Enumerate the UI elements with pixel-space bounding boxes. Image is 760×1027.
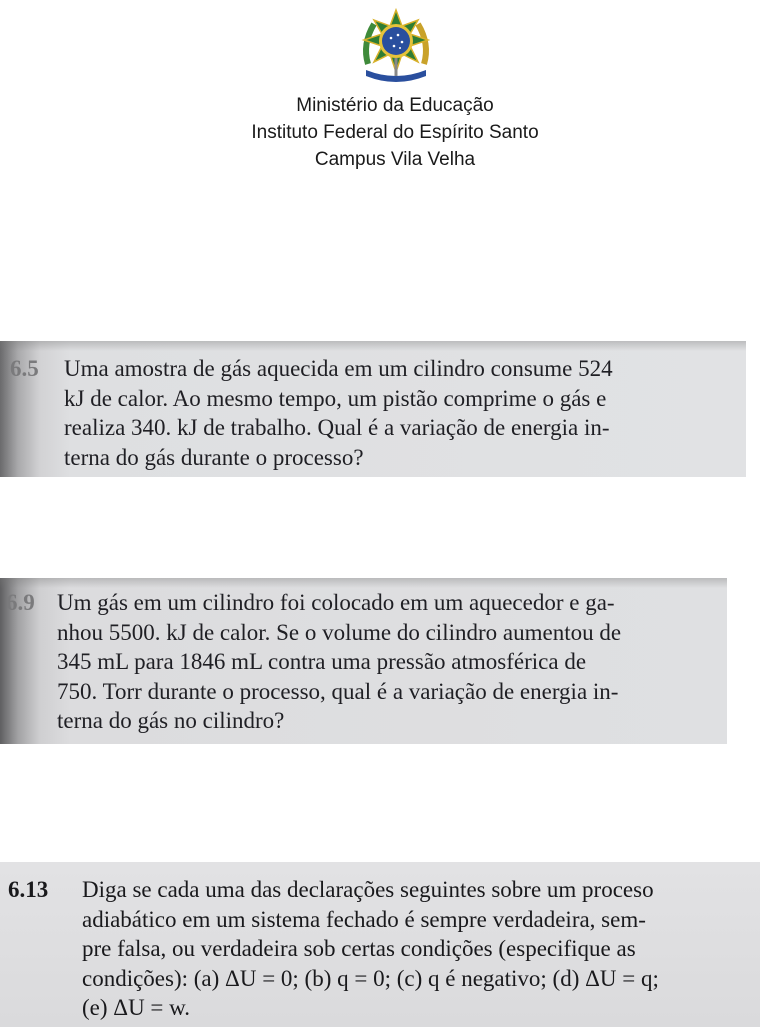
question-line: pre falsa, ou verdadeira sob certas condições (especifique as (82, 936, 636, 961)
question-line: 345 mL para 1846 mL contra uma pressão atmosférica de (57, 649, 587, 674)
question-scan-6-13 (0, 862, 760, 1027)
question-text (82, 875, 659, 1023)
question-line: terna do gás no cilindro? (57, 708, 285, 733)
question-number: 6.5 (10, 356, 39, 381)
question-scan-6-9 (0, 578, 727, 744)
question-line: condições): (a) ΔU = 0; (b) q = 0; (c) q é negativo; (d) ΔU = q; (82, 965, 659, 991)
question-line: Um gás em um cilindro foi colocado em um aquecedor e ga- (57, 590, 615, 615)
brazil-coat-of-arms-icon (358, 8, 434, 84)
question-line: terna do gás durante o processo? (64, 444, 364, 470)
question-text (57, 588, 621, 736)
question-text (64, 354, 613, 472)
campus-name: Campus Vila Velha (314, 149, 476, 170)
question-number: 6.13 (8, 877, 49, 902)
question-scan-6-5 (0, 341, 746, 477)
question-line: Uma amostra de gás aquecida em um cilindro consume 524 (64, 356, 613, 381)
scan-shadow (0, 341, 746, 351)
institution-lines (0, 92, 760, 173)
question-line: realiza 340. kJ de trabalho. Qual é a variação de energia in- (64, 415, 610, 440)
question-line: nhou 5500. kJ de calor. Se o volume do cilindro aumentou de (57, 619, 622, 645)
question-line: 750. Torr durante o processo, qual é a variação de energia in- (57, 678, 619, 704)
question-line: kJ de calor. Ao mesmo tempo, um pistão comprime o gás e (64, 385, 607, 411)
question-number: 6.9 (6, 590, 35, 615)
institute-name: Instituto Federal do Espírito Santo (251, 122, 539, 143)
ministry-name: Ministério da Educação (296, 95, 494, 116)
question-line: Diga se cada uma das declarações seguintes sobre um proceso (82, 877, 654, 902)
scan-shadow (0, 578, 727, 588)
question-line: (e) ΔU = w. (82, 995, 191, 1020)
question-line: adiabático em um sistema fechado é sempre verdadeira, sem- (82, 906, 646, 932)
